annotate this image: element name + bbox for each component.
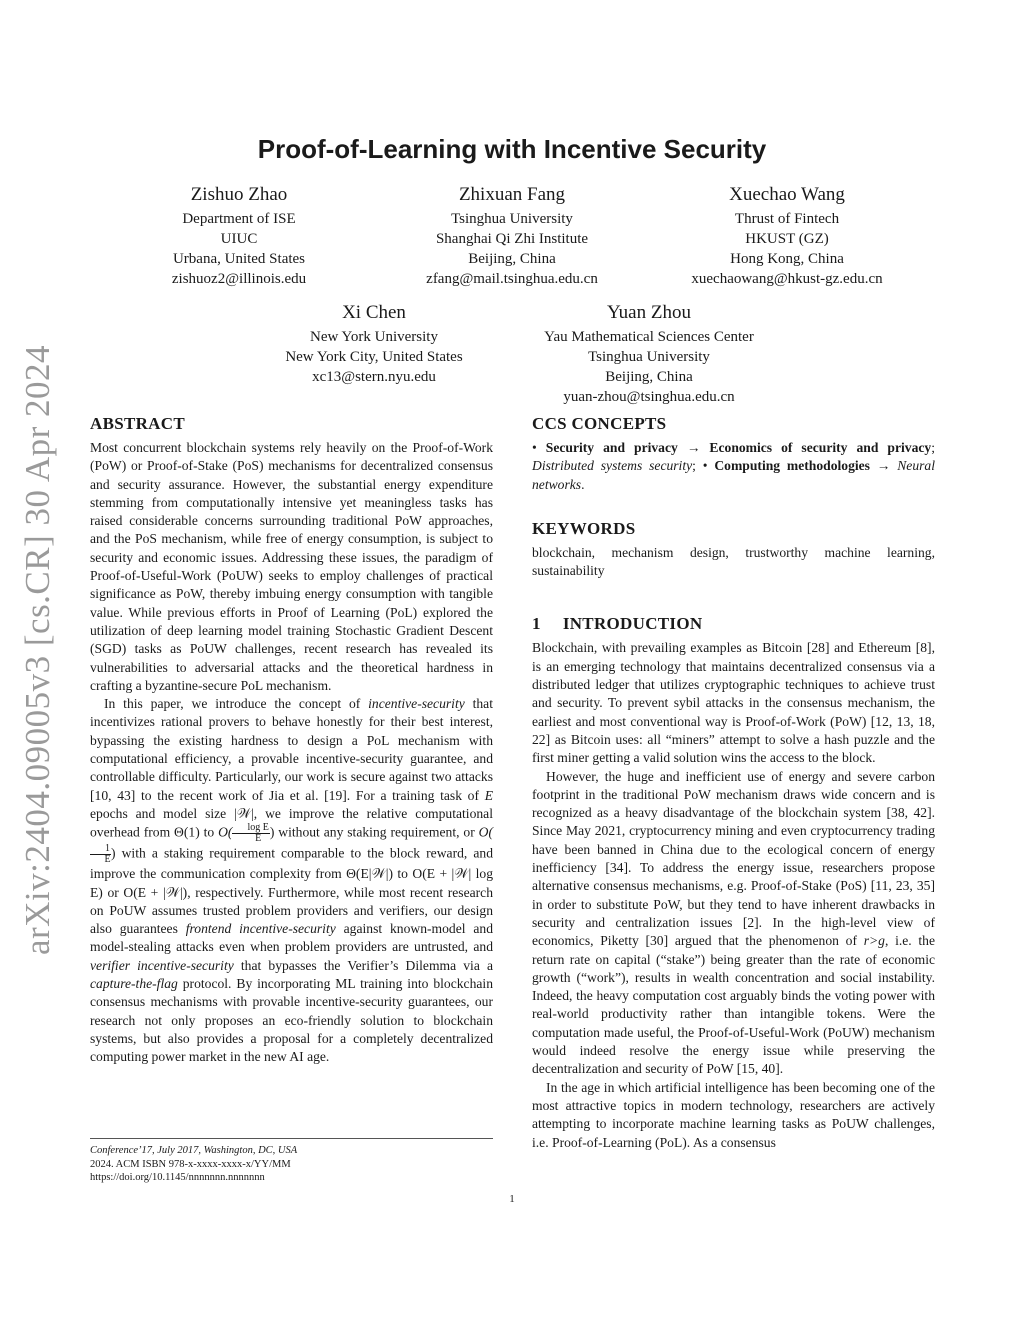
author-email[interactable]: zfang@mail.tsinghua.edu.cn bbox=[426, 271, 598, 287]
author-email[interactable]: yuan-zhou@tsinghua.edu.cn bbox=[563, 389, 735, 405]
author-affiliation: Thrust of Fintech bbox=[734, 211, 840, 227]
author-affiliation: UIUC bbox=[220, 231, 258, 247]
author-block-3 bbox=[667, 182, 907, 289]
author-location: Beijing, China bbox=[468, 251, 556, 267]
page-number: 1 bbox=[509, 1193, 515, 1205]
author-affiliation: Department of ISE bbox=[182, 211, 296, 227]
author-email[interactable]: zishuoz2@illinois.edu bbox=[171, 271, 307, 287]
abstract-paragraph-1: Most concurrent blockchain systems rely heavily on the Proof-of-Work (PoW) or Proof-of-Stake (PoS) mechanisms for decentralized consensus and security assurance. However, the substantial energy expenditure stemming from computationally intensive yet meaningless tasks has raised considerable concerns surrounding traditional PoW approaches, and the PoS mechanism, while free of energy consumption, is subject to security and economic issues. Addressing these issues, the paradigm of Proof-of-Useful-Work (PoUW) seeks to employ challenges of practical significance as PoW, thereby imbuing energy consumption with tangible value. While previous efforts in Proof of Learning (PoL) explored the utilization of deep learning model training Stochastic Gradient Descent (SGD) tasks as PoUW challenges, recent research has revealed its vulnerabilities to adversarial attacks and the theoretical hardness in crafting a byzantine-secure PoL mechanism. bbox=[90, 440, 493, 693]
author-block-4 bbox=[264, 300, 484, 387]
author-name: Xuechao Wang bbox=[729, 184, 845, 205]
footnote-divider bbox=[90, 1138, 493, 1139]
abstract-paragraph-2: In this paper, we introduce the concept of incentive-security that incentivizes rational provers to behave honestly for their best interest, bypassing the existing hardness to design a PoL mechanism with computational efficiency, a provable incentive-security guarantee, and controllable difficulty. Particularly, our work is secure against two attacks [10, 43] to the recent work of Jia et al. [19]. For a training task of E epochs and model size |𝒲|, we improve the relative computational overhead from Θ(1) to O( $\frac{\text{log E}}{E}$ ) without any staking requirement, or O( $\frac{1}{E}$ ) with a staking requirement comparable to the block reward, and improve the communication complexity from Θ(E|𝒲|) to O(E + |𝒲| log E) or O(E + |𝒲|), respectively. Furthermore, while most recent research on PoUW assumes trusted problem providers and verifiers, our design also guarantees frontend incentive-security against known-model and model-stealing attacks even when problem providers are untrusted, and verifier incentive-security that bypasses the Verifier’s Dilemma via a capture-the-flag protocol. By incorporating ML training into blockchain consensus mechanisms with provable incentive-security guarantees, our research not only proposes an eco-friendly solution to blockchain systems, but also provides a proposal for a completely decentralized computing power market in the new AI age. bbox=[90, 696, 494, 1065]
author-block-5 bbox=[529, 300, 769, 407]
footnote bbox=[90, 1144, 493, 1185]
conference-line: Conference’17, July 2017, Washington, DC, USA bbox=[90, 1145, 298, 1156]
author-name: Yuan Zhou bbox=[607, 302, 691, 323]
introduction-heading: 1 INTRODUCTION bbox=[532, 614, 703, 634]
arxiv-identifier: arXiv:2404.09005v3 [cs.CR] 30 Apr 2024 bbox=[18, 344, 58, 956]
author-name: Zhixuan Fang bbox=[458, 184, 566, 205]
author-location: Beijing, China bbox=[605, 369, 693, 385]
paper-title: Proof-of-Learning with Incentive Security bbox=[257, 134, 767, 164]
ccs-heading: CCS CONCEPTS bbox=[532, 414, 667, 433]
author-affiliation: New York University bbox=[310, 329, 438, 345]
doi-link[interactable]: https://doi.org/10.1145/nnnnnnn.nnnnnnn bbox=[90, 1172, 265, 1183]
fraction-log-e-over-e: $\frac{\text{log E}}{E}$ bbox=[232, 823, 269, 844]
keywords-text: blockchain, mechanism design, trustworthy machine learning, sustainability bbox=[532, 544, 935, 579]
author-name: Xi Chen bbox=[342, 302, 406, 323]
author-affiliation: Yau Mathematical Sciences Center bbox=[544, 329, 754, 345]
keywords-heading: KEYWORDS bbox=[532, 518, 636, 538]
author-name: Zishuo Zhao bbox=[190, 184, 288, 205]
intro-paragraph-1: Blockchain, with prevailing examples as Bitcoin [28] and Ethereum [8], is an emerging technology that maintains decentralized consensus via a distributed ledger that utilizes cryptographic techniques to achieve trust and security. To prevent sybil attacks in the consensus mechanism, the earliest and most conventional way is Proof-of-Work (PoW) [12, 13, 18, 22] as Bitcoin uses: all “miners” attempt to solve a hash puzzle and the first miner getting a valid solution wins the access to the block. bbox=[532, 640, 935, 766]
arxiv-sidebar-stamp bbox=[8, 344, 68, 956]
author-block-2 bbox=[392, 182, 632, 289]
right-column bbox=[532, 414, 935, 1152]
author-affiliation: Shanghai Qi Zhi Institute bbox=[435, 231, 589, 247]
abstract-heading: ABSTRACT bbox=[90, 414, 185, 433]
intro-paragraph-3: In the age in which artificial intelligence has been becoming one of the most attractive topics in modern technology, researchers are actively attempting to incorporate machine learning tasks as PoUW challenges, i.e. Proof-of-Learning (PoL). As a consensus bbox=[532, 1079, 935, 1150]
author-email[interactable]: xc13@stern.nyu.edu bbox=[312, 369, 436, 385]
ccs-concepts-text: • Security and privacy → Economics of security and privacy; Distributed systems security; • Computing methodologies → Neural networks. bbox=[532, 440, 935, 492]
author-affiliation: Tsinghua University bbox=[451, 211, 573, 227]
author-email[interactable]: xuechaowang@hkust-gz.edu.cn bbox=[691, 271, 883, 287]
author-affiliation: Tsinghua University bbox=[588, 349, 710, 365]
author-block-1 bbox=[139, 182, 339, 289]
left-column bbox=[90, 414, 493, 1067]
fraction-one-over-e: $\frac{1}{E}$ bbox=[90, 844, 111, 865]
author-location: Urbana, United States bbox=[172, 251, 306, 267]
author-location: Hong Kong, China bbox=[730, 251, 844, 267]
author-location: New York City, United States bbox=[285, 349, 463, 365]
isbn-line: 2024. ACM ISBN 978-x-xxxx-xxxx-x/YY/MM bbox=[90, 1158, 291, 1170]
intro-paragraph-2: However, the huge and inefficient use of energy and severe carbon footprint in the traditional PoW mechanism draws wide concern and is recognized as a heavy disadvantage of the blockchain system [38, 42]. Since May 2021, cryptocurrency mining and even cryptocurrency trading have been banned in China due to the ecological concern of energy inefficiency [34]. To address the energy issue, researchers propose alternative consensus mechanisms, e.g. Proof-of-Stake (PoS) [11, 23, 35] in order to substitute PoW, but they tend to have inherent drawbacks in security and centralization issues [2]. In the high-level view of economics, Piketty [30] argued that the phenomenon of r>g, i.e. the return rate on capital (“stake”) being greater than the rate of economic growth (“work”), results in wealth concentration and social instability. Indeed, the heavy computation cost arguably binds the voting power with real-world productivity rather than intangible tokens. Were the computation made useful, the Proof-of-Useful-Work (PoUW) mechanism would indeed resolve the energy issue while preserving the decentralization and security of PoW [15, 40]. bbox=[532, 768, 935, 1077]
author-affiliation: HKUST (GZ) bbox=[745, 231, 829, 247]
